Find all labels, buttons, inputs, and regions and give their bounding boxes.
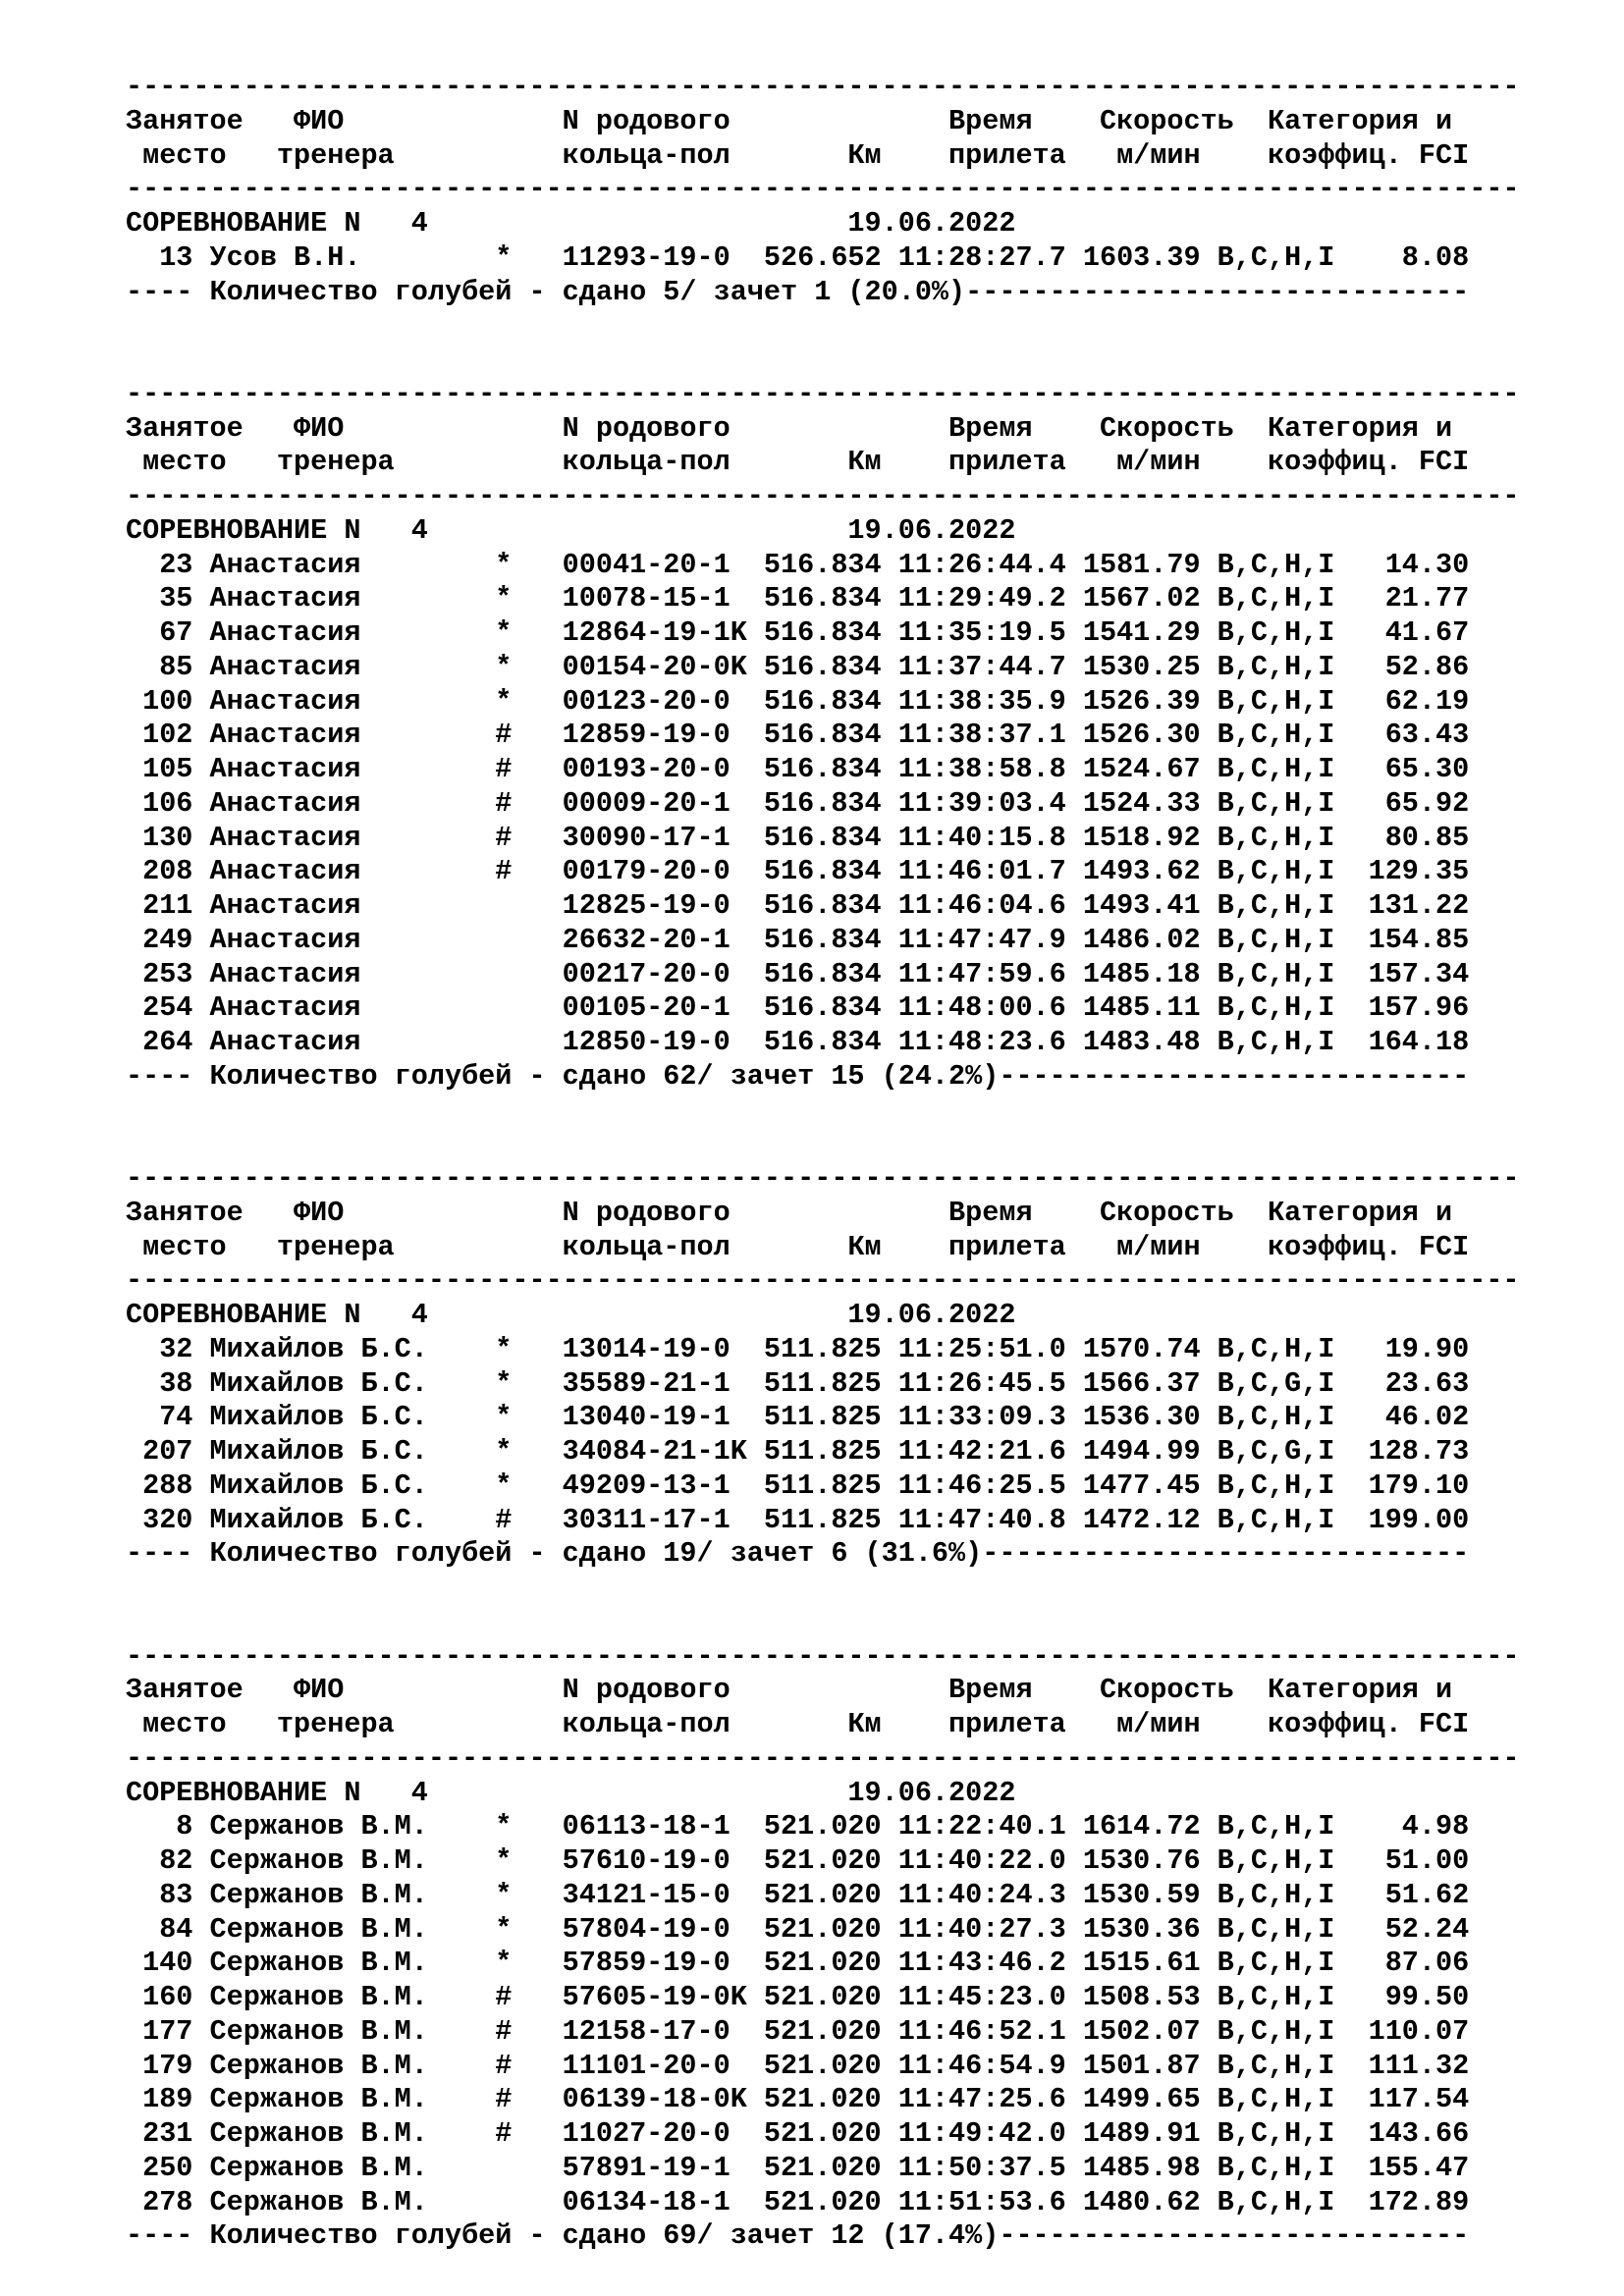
summary-line: ---- Количество голубей - сдано 19/ зачет 6 (31.6%)----------------------------- — [126, 1537, 1470, 1571]
table-row: 208 Анастасия # 00179-20-0 516.834 11:46:01.7 1493.62 B,C,H,I 129.35 — [126, 855, 1470, 888]
table-row: 13 Усов В.Н. * 11293-19-0 526.652 11:28:27.7 1603.39 B,C,H,I 8.08 — [126, 240, 1470, 274]
competition-line: СОРЕВНОВАНИЕ N 4 19.06.2022 — [126, 207, 1016, 240]
competition-line: СОРЕВНОВАНИЕ N 4 19.06.2022 — [126, 513, 1016, 547]
table-header-line-2: место тренера кольца-пол Км прилета м/мин коэффиц. FCI — [126, 446, 1470, 479]
separator-line: ----------------------------------------------------------------------------------- — [126, 1639, 1520, 1673]
table-header-line-2: место тренера кольца-пол Км прилета м/мин коэффиц. FCI — [126, 1708, 1470, 1740]
table-row: 207 Михайлов Б.С. * 34084-21-1K 511.825 11:42:21.6 1494.99 B,C,G,I 128.73 — [126, 1435, 1470, 1468]
table-row: 253 Анастасия 00217-20-0 516.834 11:47:59.6 1485.18 B,C,H,I 157.34 — [126, 957, 1470, 990]
table-header-line-1: Занятое ФИО N родового Время Скорость Категория и — [126, 104, 1453, 137]
table-row: 249 Анастасия 26632-20-1 516.834 11:47:47.9 1486.02 B,C,H,I 154.85 — [126, 923, 1470, 956]
table-row: 106 Анастасия # 00009-20-1 516.834 11:39:03.4 1524.33 B,C,H,I 65.92 — [126, 786, 1470, 820]
table-row: 189 Сержанов В.М. # 06139-18-0K 521.020 11:47:25.6 1499.65 B,C,H,I 117.54 — [126, 2083, 1470, 2116]
section-gap — [126, 309, 1520, 378]
table-row: 105 Анастасия # 00193-20-0 516.834 11:38:58.8 1524.67 B,C,H,I 65.30 — [126, 753, 1470, 785]
table-row: 8 Сержанов В.М. * 06113-18-1 521.020 11:22:40.1 1614.72 B,C,H,I 4.98 — [126, 1810, 1470, 1843]
table-row: 160 Сержанов В.М. # 57605-19-0K 521.020 11:45:23.0 1508.53 B,C,H,I 99.50 — [126, 1981, 1470, 2013]
separator-line: ----------------------------------------------------------------------------------- — [126, 377, 1520, 410]
table-row: 82 Сержанов В.М. * 57610-19-0 521.020 11:40:22.0 1530.76 B,C,H,I 51.00 — [126, 1844, 1470, 1877]
table-row: 74 Михайлов Б.С. * 13040-19-1 511.825 11:33:09.3 1536.30 B,C,H,I 46.02 — [126, 1401, 1470, 1434]
table-row: 278 Сержанов В.М. 06134-18-1 521.020 11:51:53.6 1480.62 B,C,H,I 172.89 — [126, 2185, 1470, 2218]
summary-line: ---- Количество голубей - сдано 62/ зачет 15 (24.2%)---------------------------- — [126, 1059, 1470, 1093]
separator-line: ----------------------------------------------------------------------------------- — [126, 480, 1520, 512]
table-header-line-2: место тренера кольца-пол Км прилета м/мин коэффиц. FCI — [126, 138, 1470, 172]
table-row: 140 Сержанов В.М. * 57859-19-0 521.020 11:43:46.2 1515.61 B,C,H,I 87.06 — [126, 1947, 1470, 1980]
section-gap — [126, 1095, 1520, 1163]
summary-line: ---- Количество голубей - сдано 5/ зачет 1 (20.0%)------------------------------ — [126, 275, 1470, 308]
section-gap — [126, 1572, 1520, 1640]
table-row: 85 Анастасия * 00154-20-0K 516.834 11:37:44.7 1530.25 B,C,H,I 52.86 — [126, 650, 1470, 683]
table-row: 177 Сержанов В.М. # 12158-17-0 521.020 11:46:52.1 1502.07 B,C,H,I 110.07 — [126, 2014, 1470, 2048]
table-row: 23 Анастасия * 00041-20-1 516.834 11:26:44.4 1581.79 B,C,H,I 14.30 — [126, 548, 1470, 581]
separator-line: ----------------------------------------------------------------------------------- — [126, 173, 1520, 206]
table-header-line-1: Занятое ФИО N родового Время Скорость Категория и — [126, 1196, 1453, 1229]
table-row: 35 Анастасия * 10078-15-1 516.834 11:29:49.2 1567.02 B,C,H,I 21.77 — [126, 582, 1470, 615]
table-header-line-1: Занятое ФИО N родового Время Скорость Категория и — [126, 411, 1453, 445]
table-row: 320 Михайлов Б.С. # 30311-17-1 511.825 11:47:40.8 1472.12 B,C,H,I 199.00 — [126, 1503, 1470, 1536]
table-row: 100 Анастасия * 00123-20-0 516.834 11:38:35.9 1526.39 B,C,H,I 62.19 — [126, 684, 1470, 718]
table-row: 67 Анастасия * 12864-19-1K 516.834 11:35:19.5 1541.29 B,C,H,I 41.67 — [126, 616, 1470, 649]
summary-line: ---- Количество голубей - сдано 69/ зачет 12 (17.4%)---------------------------- — [126, 2219, 1470, 2253]
table-row: 211 Анастасия 12825-19-0 516.834 11:46:04.6 1493.41 B,C,H,I 131.22 — [126, 889, 1470, 922]
separator-line: ----------------------------------------------------------------------------------- — [126, 1741, 1520, 1775]
competition-line: СОРЕВНОВАНИЕ N 4 19.06.2022 — [126, 1299, 1016, 1331]
table-row: 288 Михайлов Б.С. * 49209-13-1 511.825 11:46:25.5 1477.45 B,C,H,I 179.10 — [126, 1468, 1470, 1502]
table-row: 250 Сержанов В.М. 57891-19-1 521.020 11:50:37.5 1485.98 B,C,H,I 155.47 — [126, 2151, 1470, 2184]
table-row: 84 Сержанов В.М. * 57804-19-0 521.020 11:40:27.3 1530.36 B,C,H,I 52.24 — [126, 1912, 1470, 1946]
competition-line: СОРЕВНОВАНИЕ N 4 19.06.2022 — [126, 1776, 1016, 1809]
table-row: 32 Михайлов Б.С. * 13014-19-0 511.825 11:25:51.0 1570.74 B,C,H,I 19.90 — [126, 1332, 1470, 1365]
table-row: 264 Анастасия 12850-19-0 516.834 11:48:23.6 1483.48 B,C,H,I 164.18 — [126, 1026, 1470, 1058]
table-row: 179 Сержанов В.М. # 11101-20-0 521.020 11:46:54.9 1501.87 B,C,H,I 111.32 — [126, 2049, 1470, 2082]
separator-line: ----------------------------------------------------------------------------------- — [126, 1162, 1520, 1195]
table-row: 130 Анастасия # 30090-17-1 516.834 11:40:15.8 1518.92 B,C,H,I 80.85 — [126, 821, 1470, 854]
table-row: 102 Анастасия # 12859-19-0 516.834 11:38:37.1 1526.30 B,C,H,I 63.43 — [126, 719, 1470, 752]
table-row: 83 Сержанов В.М. * 34121-15-0 521.020 11:40:24.3 1530.59 B,C,H,I 51.62 — [126, 1878, 1470, 1911]
results-document — [126, 71, 1520, 2254]
table-row: 38 Михайлов Б.С. * 35589-21-1 511.825 11:26:45.5 1566.37 B,C,G,I 23.63 — [126, 1366, 1470, 1400]
table-header-line-1: Занятое ФИО N родового Время Скорость Категория и — [126, 1674, 1453, 1707]
table-header-line-2: место тренера кольца-пол Км прилета м/мин коэффиц. FCI — [126, 1230, 1470, 1263]
table-row: 231 Сержанов В.М. # 11027-20-0 521.020 11:49:42.0 1489.91 B,C,H,I 143.66 — [126, 2117, 1470, 2150]
separator-line: ----------------------------------------------------------------------------------- — [126, 1264, 1520, 1298]
table-row: 254 Анастасия 00105-20-1 516.834 11:48:00.6 1485.11 B,C,H,I 157.96 — [126, 991, 1470, 1025]
separator-line: ----------------------------------------------------------------------------------- — [126, 71, 1520, 103]
